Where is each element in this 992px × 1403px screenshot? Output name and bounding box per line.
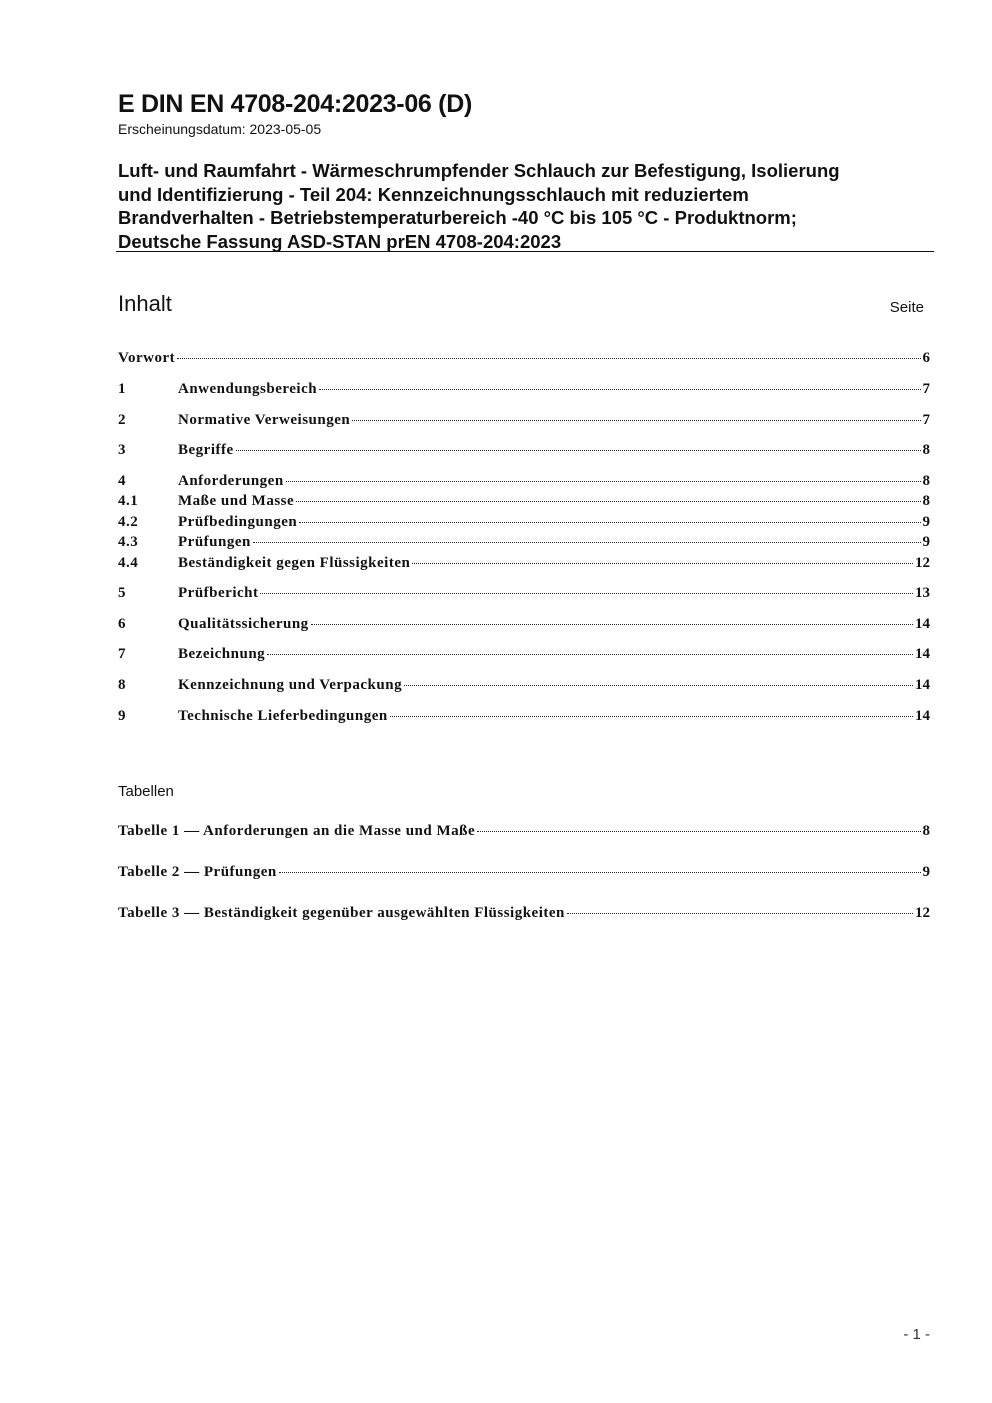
table-entry-2[interactable] xyxy=(118,862,930,882)
toc-entry-page: 12 xyxy=(915,555,930,571)
toc-entry-number: 4.1 xyxy=(118,493,139,509)
toc-entry-number: 2 xyxy=(118,412,126,428)
toc-entry-page: 14 xyxy=(915,646,930,662)
table-entry-page: 8 xyxy=(922,823,930,839)
toc-entry-foreword[interactable] xyxy=(118,348,930,368)
toc-entry-label: Prüfungen xyxy=(178,534,251,550)
dot-leader xyxy=(390,716,913,717)
toc-heading: Inhalt xyxy=(118,291,172,316)
table-entry-3[interactable] xyxy=(118,903,930,923)
toc-entry-page: 9 xyxy=(922,514,930,530)
table-entry-label: Tabelle 3 — Beständigkeit gegenüber ausgewählten Flüssigkeiten xyxy=(118,905,565,921)
toc-entry-label: Prüfbericht xyxy=(178,585,259,601)
table-entry-page: 9 xyxy=(922,864,930,880)
title-line: Brandverhalten - Betriebstemperaturbereich -40 °C bis 105 °C - Produktnorm; xyxy=(118,207,797,228)
dot-leader xyxy=(299,522,920,523)
title-line: Deutsche Fassung ASD-STAN prEN 4708-204:2023 xyxy=(118,230,562,252)
dot-leader xyxy=(477,831,920,832)
toc-entry-label: Kennzeichnung und Verpackung xyxy=(178,677,403,693)
toc-entry-label: Anforderungen xyxy=(178,473,284,489)
toc-entry-number: 8 xyxy=(118,677,126,693)
toc-entry-4-3[interactable] xyxy=(118,532,930,552)
toc-entry-page: 8 xyxy=(922,473,930,489)
toc-entry-number: 3 xyxy=(118,442,126,458)
dot-leader xyxy=(236,450,921,451)
toc-entry-page: 9 xyxy=(922,534,930,550)
title-line: Luft- und Raumfahrt - Wärmeschrumpfender Schlauch zur Befestigung, Isolierung xyxy=(118,160,840,181)
dot-leader xyxy=(260,593,913,594)
toc-entry-2[interactable] xyxy=(118,410,930,430)
toc-entry-label: Bezeichnung xyxy=(178,646,266,662)
dot-leader xyxy=(567,913,913,914)
toc-entry-number: 4.4 xyxy=(118,555,139,571)
toc-entry-label: Prüfbedingungen xyxy=(178,514,298,530)
toc-entry-number: 6 xyxy=(118,616,126,632)
dot-leader xyxy=(319,389,920,390)
toc-entry-number: 4.3 xyxy=(118,534,139,550)
dot-leader xyxy=(279,872,921,873)
page-number: - 1 - xyxy=(903,1326,930,1343)
document-id: E DIN EN 4708-204:2023-06 (D) xyxy=(118,90,472,118)
toc-entry-4-1[interactable] xyxy=(118,491,930,511)
toc-entry-1[interactable] xyxy=(118,379,930,399)
toc-entry-7[interactable] xyxy=(118,644,930,664)
toc-entry-page: 8 xyxy=(922,493,930,509)
dot-leader xyxy=(352,420,920,421)
toc-entry-number: 1 xyxy=(118,381,126,397)
dot-leader xyxy=(412,563,913,564)
toc-entry-label: Maße und Masse xyxy=(178,493,295,509)
publication-date: Erscheinungsdatum: 2023-05-05 xyxy=(118,121,322,137)
dot-leader xyxy=(286,481,921,482)
title-line: und Identifizierung - Teil 204: Kennzeichnungsschlauch mit reduziertem xyxy=(118,183,749,205)
toc-entry-9[interactable] xyxy=(118,706,930,726)
dot-leader xyxy=(177,358,920,359)
table-entry-label: Tabelle 2 — Prüfungen xyxy=(118,864,277,880)
toc-entry-page: 7 xyxy=(922,412,930,428)
toc-entry-page: 13 xyxy=(915,585,930,601)
toc-entry-number: 5 xyxy=(118,585,126,601)
toc-entry-page: 7 xyxy=(922,381,930,397)
toc-entry-page: 6 xyxy=(922,350,930,366)
toc-entry-label: Normative Verweisungen xyxy=(178,412,351,428)
title-divider xyxy=(116,251,934,252)
table-entry-1[interactable] xyxy=(118,821,930,841)
toc-entry-label: Technische Lieferbedingungen xyxy=(178,708,388,724)
toc-entry-4-4[interactable] xyxy=(118,553,930,573)
dot-leader xyxy=(404,685,913,686)
dot-leader xyxy=(267,654,913,655)
toc-entry-4[interactable] xyxy=(118,471,930,491)
document-title xyxy=(118,159,930,253)
toc-entry-label: Begriffe xyxy=(178,442,234,458)
toc-entry-8[interactable] xyxy=(118,675,930,695)
table-entry-page: 12 xyxy=(915,905,930,921)
toc-entry-3[interactable] xyxy=(118,440,930,460)
toc-entry-6[interactable] xyxy=(118,614,930,634)
toc-entry-label: Beständigkeit gegen Flüssigkeiten xyxy=(178,555,411,571)
dot-leader xyxy=(253,542,921,543)
toc-entry-label: Vorwort xyxy=(118,350,176,366)
toc-entry-number: 4.2 xyxy=(118,514,139,530)
page-column-label: Seite xyxy=(889,299,924,316)
toc-entry-number: 7 xyxy=(118,646,126,662)
toc-entry-page: 14 xyxy=(915,616,930,632)
toc-entry-number: 9 xyxy=(118,708,126,724)
tables-heading: Tabellen xyxy=(118,783,174,800)
table-entry-label: Tabelle 1 — Anforderungen an die Masse und Maße xyxy=(118,823,476,839)
toc-entry-label: Qualitätssicherung xyxy=(178,616,309,632)
toc-entry-number: 4 xyxy=(118,473,126,489)
toc-entry-page: 8 xyxy=(922,442,930,458)
dot-leader xyxy=(296,501,920,502)
toc-entry-label: Anwendungsbereich xyxy=(178,381,318,397)
toc-entry-4-2[interactable] xyxy=(118,512,930,532)
toc-entry-page: 14 xyxy=(915,708,930,724)
toc-entry-page: 14 xyxy=(915,677,930,693)
dot-leader xyxy=(311,624,913,625)
toc-entry-5[interactable] xyxy=(118,583,930,603)
